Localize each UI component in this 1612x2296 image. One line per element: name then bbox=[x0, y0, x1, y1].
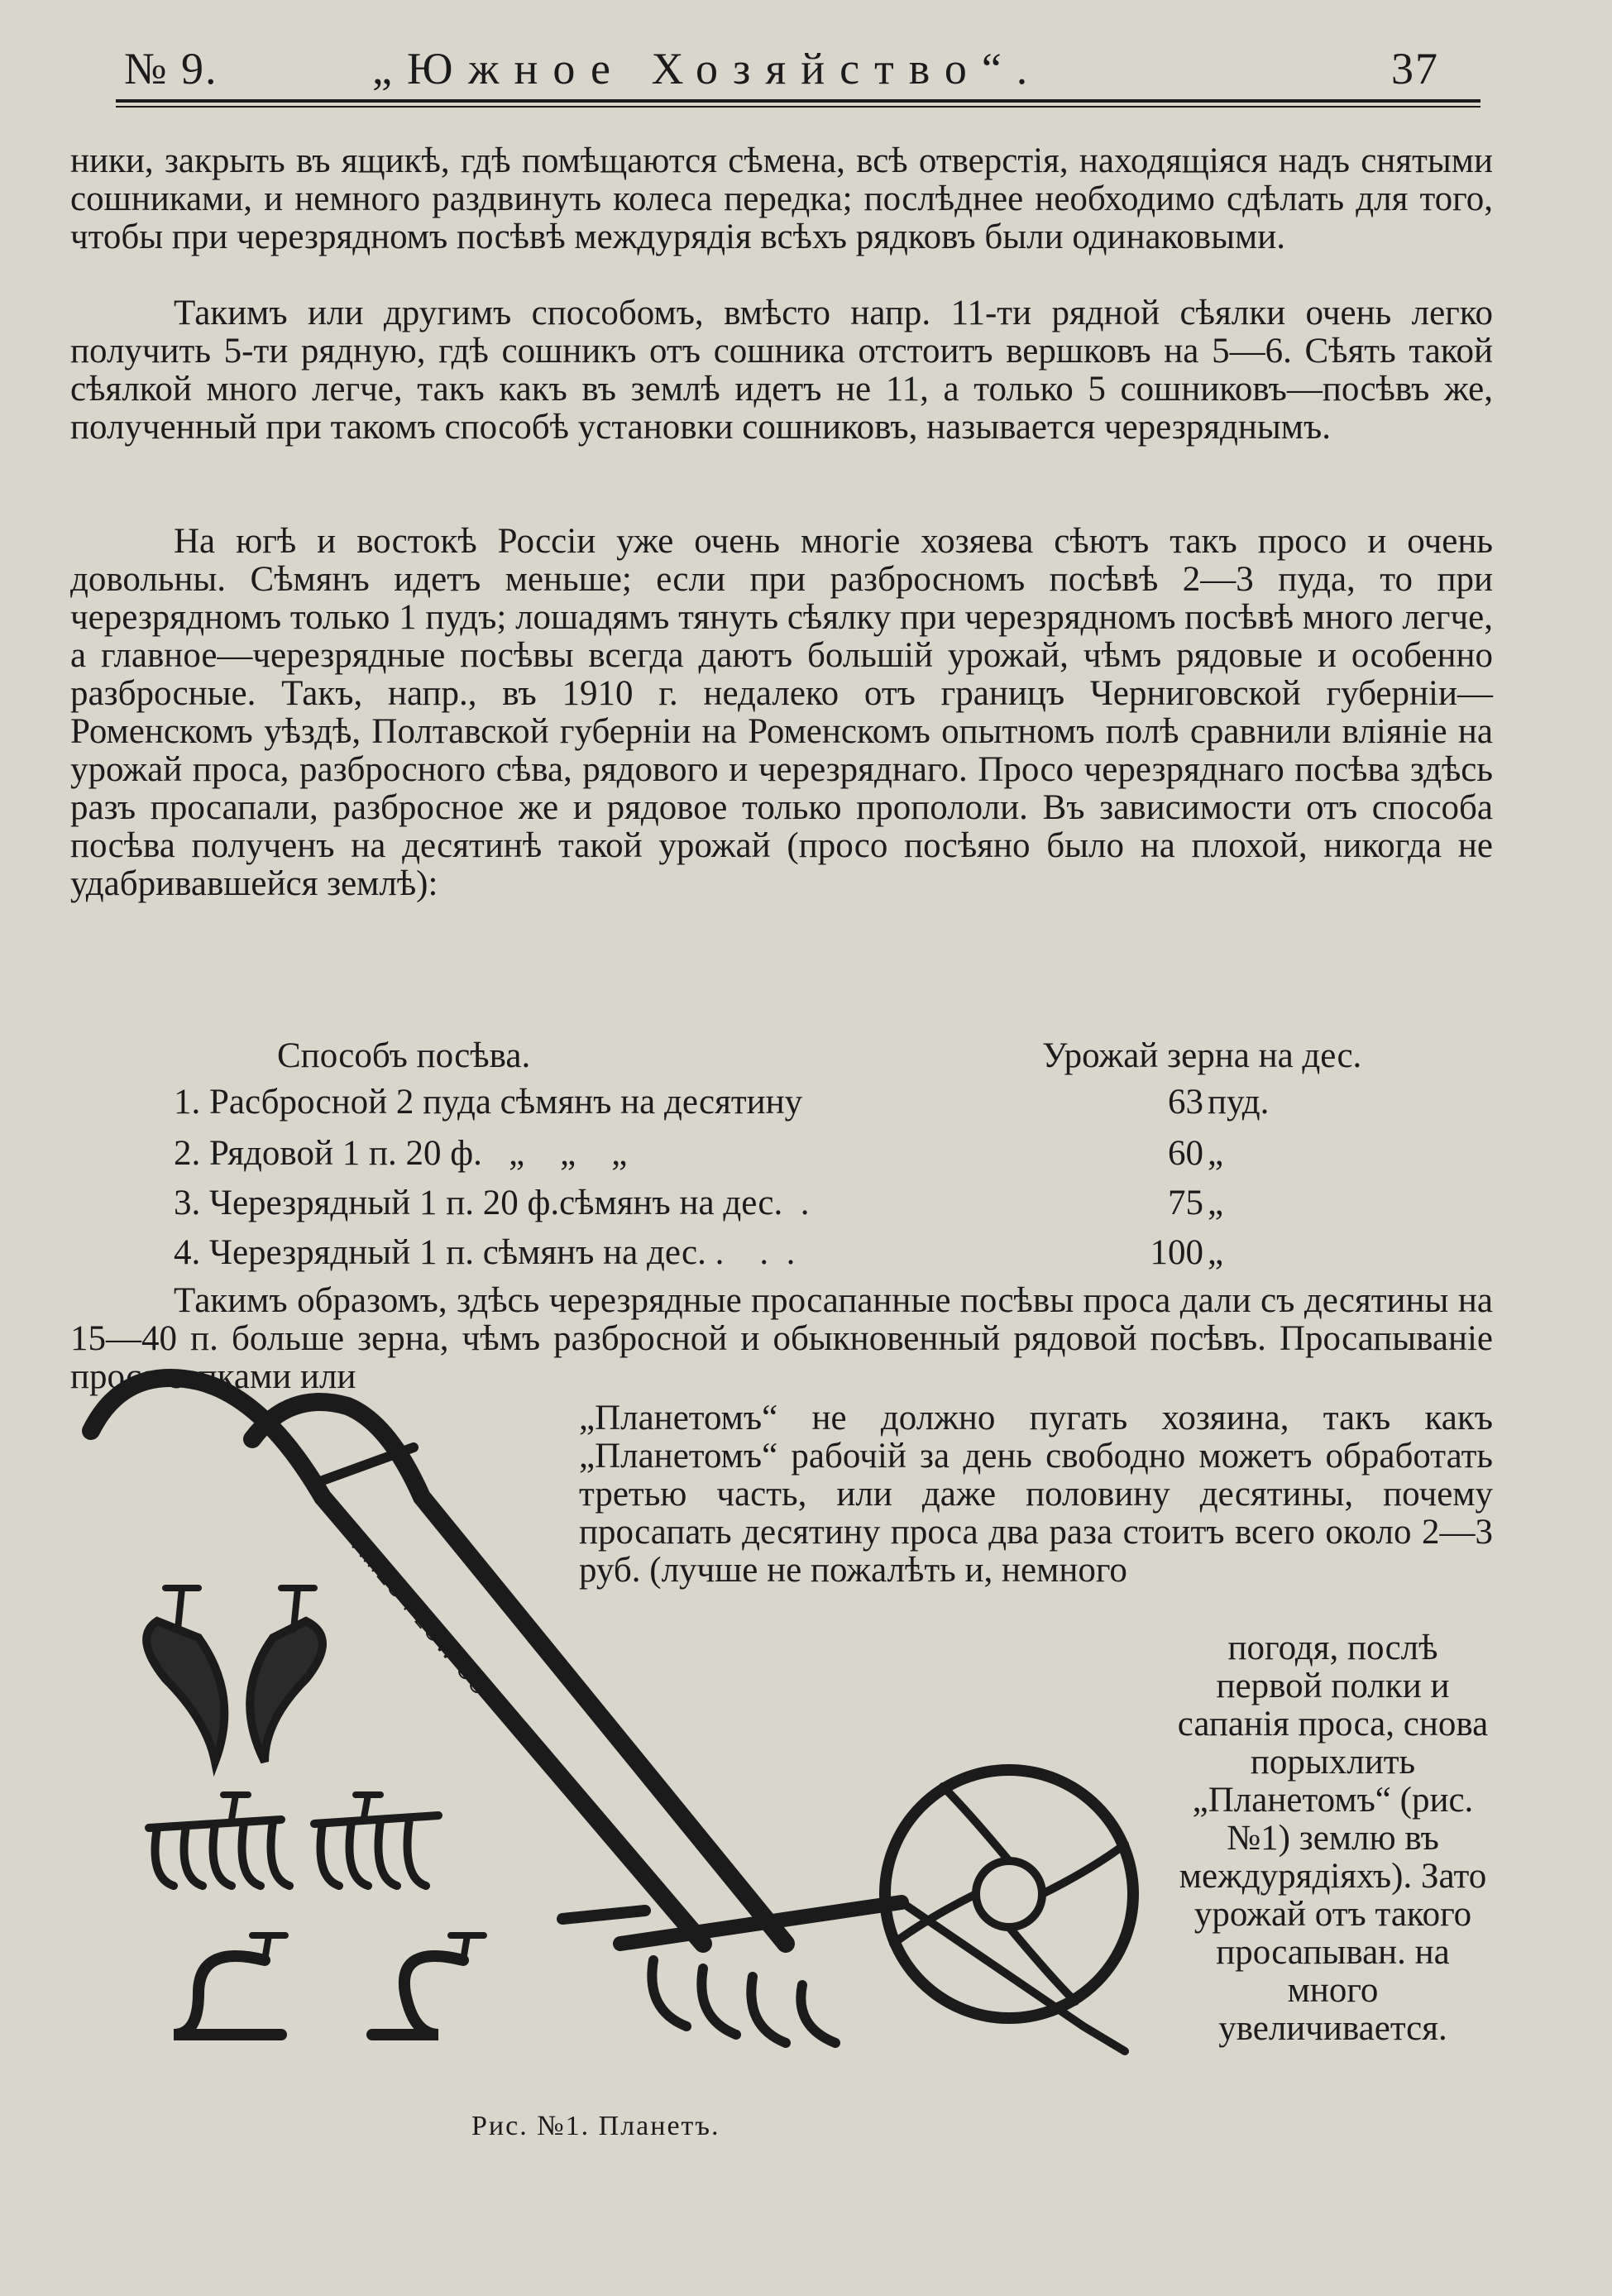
figure-caption: Рис. №1. Планетъ. bbox=[471, 2111, 720, 2141]
row-value: 60 bbox=[1168, 1134, 1203, 1173]
row-description: 1. Расбросной 2 пуда сѣмянъ на десятину bbox=[174, 1083, 803, 1122]
plow-blade-right bbox=[250, 1621, 323, 1762]
table-header-method: Способъ посѣва. bbox=[277, 1036, 531, 1075]
row-value: 63 bbox=[1168, 1083, 1203, 1122]
row-value: 75 bbox=[1168, 1184, 1203, 1222]
header-rule-thin bbox=[116, 106, 1480, 108]
rake-left bbox=[149, 1820, 289, 1886]
paragraph-3-text: На югѣ и востокѣ Россіи уже очень многіе хозяева сѣютъ такъ просо и очень довольны. Сѣмянъ идетъ меньше; если при разбросномъ посѣвѣ 2—3 пуда, то при черезрядномъ только 1 пудъ; лошадямъ тянуть сѣялку при черезрядномъ посѣвѣ много легче, а главное—черезрядные посѣвы всегда даютъ большій урожай, чѣмъ рядовые и особенно разбросные. Такъ, напр., въ 1910 г. недалеко отъ границъ Черниговской губерніи—Роменскомъ уѣздѣ, Полтавской губерніи на Роменскомъ опытномъ полѣ сравнили вліяніе на урожай проса, разбросного сѣва, рядового и черезряднаго. Просо черезряднаго посѣва здѣсь разъ просапали, разбросное же и рядовое только пропололи. Въ зависимости отъ способа посѣва полученъ на десятинѣ такой урожай (просо посѣяно было на плохой, никогда не удабривавшейся землѣ): bbox=[70, 522, 1493, 903]
header-rule-thick bbox=[116, 99, 1480, 103]
paragraph-2 bbox=[70, 294, 1493, 493]
row-description: 4. Черезрядный 1 п. сѣмянъ на дес. . . . bbox=[174, 1233, 796, 1272]
paragraph-6 bbox=[1173, 1629, 1493, 2109]
table-row bbox=[174, 1133, 1373, 1176]
row-unit: пуд. bbox=[1208, 1083, 1270, 1122]
table-header-yield: Урожай зерна на дес. bbox=[1042, 1036, 1362, 1075]
planet-cultivator-illustration bbox=[74, 1365, 1166, 2093]
row-description: 2. Рядовой 1 п. 20 ф. „ „ „ bbox=[174, 1134, 628, 1173]
row-unit: „ bbox=[1208, 1134, 1224, 1173]
paragraph-4-text: Такимъ образомъ, здѣсь черезрядные просапанные посѣвы проса дали съ десятины на 15—40 п. больше зерна, чѣмъ разбросной и обыкновенный рядовой посѣвъ. Просапываніе проса сапками или bbox=[70, 1281, 1493, 1396]
hoe-right bbox=[372, 1956, 463, 2035]
paragraph-2-text: Такимъ или другимъ способомъ, вмѣсто напр. 11-ти рядной сѣялки очень легко получить 5-ти рядную, гдѣ сошникъ отъ сошника отстоитъ вершковъ на 5—6. Сѣять такой сѣялкой много легче, такъ какъ въ землѣ идетъ не 11, а только 5 сошниковъ—посѣвъ же, полученный при такомъ способѣ установки сошниковъ, называется черезряднымъ. bbox=[70, 294, 1493, 447]
row-unit: „ bbox=[1208, 1233, 1224, 1272]
paragraph-5-text: „Планетомъ“ не должно пугать хозяина, такъ какъ „Планетомъ“ рабочій за день свободно можетъ обработать третью часть, или даже половину десятины, почему просапать десятину проса два раза стоитъ всего около 2—3 руб. (лучше не пожалѣть и, немного bbox=[579, 1399, 1493, 1590]
plow-blade-left bbox=[146, 1621, 224, 1762]
row-unit: „ bbox=[1208, 1184, 1224, 1222]
handle-inscription: AMES PLOW CO bbox=[347, 1533, 495, 1702]
rake-right bbox=[314, 1815, 438, 1886]
table-row bbox=[174, 1082, 1373, 1125]
page-number: 37 bbox=[1391, 44, 1439, 93]
paragraph-6-text: погодя, послѣ первой полки и сапанія проса, снова порыхлить „Планетомъ“ (рис. №1) землю въ междурядіяхъ). Зато урожай отъ такого просапыван. на много увеличивается. bbox=[1177, 1629, 1489, 2048]
paragraph-1 bbox=[70, 142, 1493, 291]
cultivator-tines bbox=[652, 1960, 835, 2043]
right-handle bbox=[252, 1402, 786, 1944]
issue-number: № 9. bbox=[124, 44, 218, 93]
running-header bbox=[124, 43, 1439, 101]
wheel bbox=[885, 1770, 1133, 2018]
wrench bbox=[562, 1911, 645, 1919]
row-description: 3. Черезрядный 1 п. 20 ф.сѣмянъ на дес. . bbox=[174, 1184, 810, 1222]
row-value: 100 bbox=[1150, 1233, 1203, 1272]
paragraph-3 bbox=[70, 523, 1493, 1012]
journal-title: „Южное Хозяйство“. bbox=[372, 44, 1043, 93]
hoe-left bbox=[174, 1956, 281, 2035]
table-row bbox=[174, 1183, 1373, 1226]
table-row bbox=[174, 1232, 1373, 1275]
paragraph-1-text: ники, закрыть въ ящикѣ, гдѣ помѣщаются сѣмена, всѣ отверстія, находящіяся надъ снятыми сошниками, и немного раздвинуть колеса передка; послѣднее необходимо сдѣлать для того, чтобы при черезрядномъ посѣвѣ междурядія всѣхъ рядковъ были одинаковыми. bbox=[70, 141, 1493, 256]
